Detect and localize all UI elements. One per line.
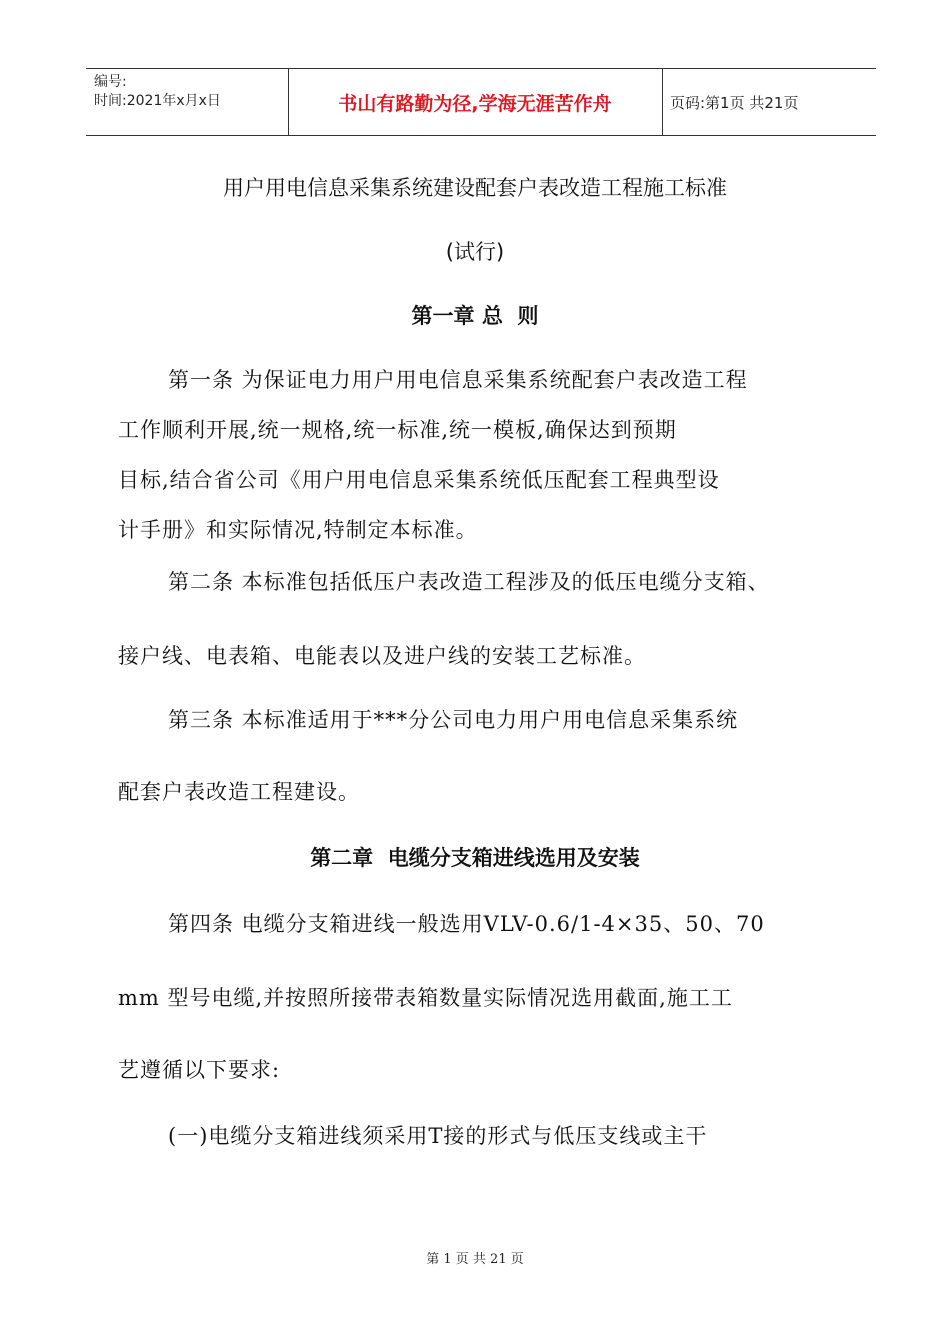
header-divider-right [662,69,663,135]
article-4-line-3: 艺遵循以下要求: [118,1058,281,1082]
article-1-line-3: 目标,结合省公司《用户用电信息采集系统低压配套工程典型设 [118,468,720,492]
header-meta [94,73,221,111]
document-number-label: 编号: [94,74,127,90]
article-1-line-2: 工作顺利开展,统一规格,统一标准,统一模板,确保达到预期 [118,418,677,442]
page-footer: 第 1 页 共 21 页 [426,1252,524,1267]
document-subtitle: (试行) [445,240,505,264]
header-page-info: 页码:第1页 共21页 [670,93,799,112]
header-motto: 书山有路勤为径,学海无涯苦作舟 [338,92,612,115]
article-1-line-4: 计手册》和实际情况,特制定本标准。 [118,518,478,542]
page-header [86,68,876,136]
article-1-line-1: 第一条 为保证电力用户用电信息采集系统配套户表改造工程 [168,368,748,392]
article-4-line-2: mm 型号电缆,并按照所接带表箱数量实际情况选用截面,施工工 [118,986,733,1010]
chapter-2-heading: 第二章 电缆分支箱进线选用及安装 [310,846,640,870]
chapter-1-heading: 第一章 总 则 [411,304,539,328]
article-3-line-2: 配套户表改造工程建设。 [118,780,360,804]
document-title: 用户用电信息采集系统建设配套户表改造工程施工标准 [223,176,727,200]
article-4-line-1: 第四条 电缆分支箱进线一般选用VLV-0.6/1-4×35、50、70 [168,912,765,936]
article-2-line-2: 接户线、电表箱、电能表以及进户线的安装工艺标准。 [118,644,646,668]
document-time-label: 时间:2021年x月x日 [94,93,221,109]
item-1-line-1: (一)电缆分支箱进线须采用T接的形式与低压支线或主干 [168,1124,708,1148]
article-2-line-1: 第二条 本标准包括低压户表改造工程涉及的低压电缆分支箱、 [168,570,770,594]
article-3-line-1: 第三条 本标准适用于***分公司电力用户用电信息采集系统 [168,708,739,732]
